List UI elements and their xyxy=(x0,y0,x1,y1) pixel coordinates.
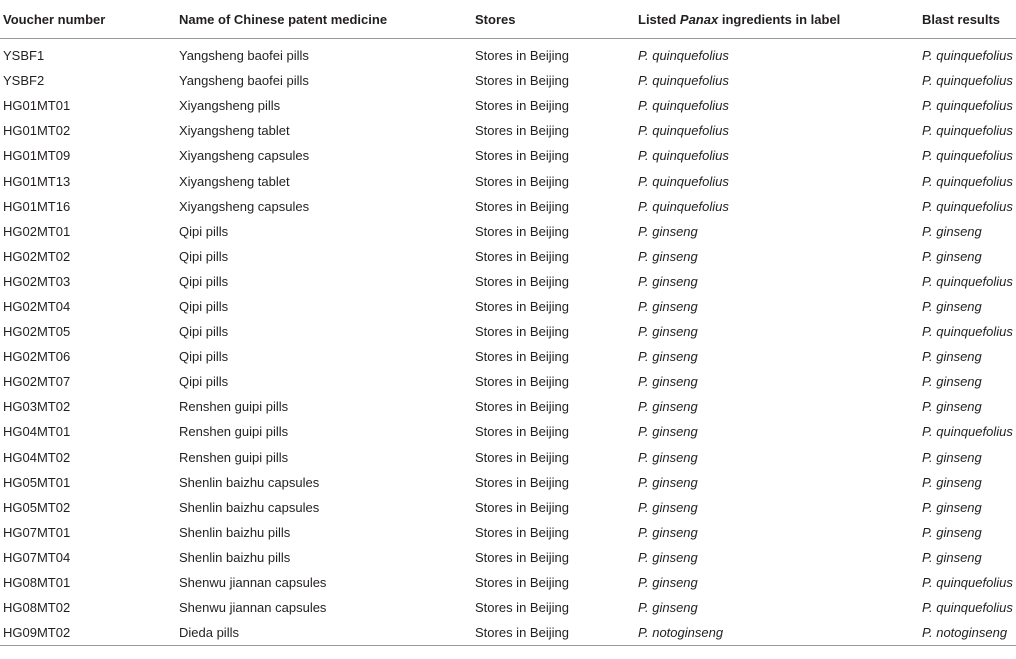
cell-listed-ingredient: P. ginseng xyxy=(638,600,698,616)
table-row xyxy=(0,520,1016,545)
table-row xyxy=(0,394,1016,419)
table-row xyxy=(0,219,1016,244)
cell-voucher-number: HG02MT06 xyxy=(3,349,71,365)
cell-voucher-number: HG01MT16 xyxy=(3,198,71,214)
cell-stores: Stores in Beijing xyxy=(475,324,569,340)
cell-blast-result: P. ginseng xyxy=(922,449,982,465)
cell-stores: Stores in Beijing xyxy=(475,424,569,440)
cell-voucher-number: HG02MT01 xyxy=(3,223,71,239)
table-row xyxy=(0,294,1016,319)
header-blast-results: Blast results xyxy=(919,0,1016,39)
header-listed-ingredients xyxy=(635,0,919,39)
header-stores: Stores xyxy=(472,0,635,39)
cell-listed-ingredient: P. ginseng xyxy=(638,349,698,365)
cell-voucher-number: HG02MT02 xyxy=(3,248,71,264)
cell-stores: Stores in Beijing xyxy=(475,48,569,64)
cell-listed-ingredient: P. quinquefolius xyxy=(638,73,729,89)
cell-stores: Stores in Beijing xyxy=(475,98,569,114)
cell-stores: Stores in Beijing xyxy=(475,173,569,189)
cell-voucher-number: HG09MT02 xyxy=(0,620,176,646)
cell-voucher-number: HG05MT02 xyxy=(3,499,71,515)
table-row xyxy=(0,39,1016,69)
cell-medicine-name: Xiyangsheng pills xyxy=(179,98,281,114)
cell-voucher-number: HG01MT09 xyxy=(3,148,71,164)
cell-listed-ingredient: P. ginseng xyxy=(638,374,698,390)
cell-voucher-number: HG01MT02 xyxy=(3,123,71,139)
cell-voucher-number: HG05MT01 xyxy=(3,474,71,490)
table-body xyxy=(0,39,1016,646)
cell-listed-ingredient: P. quinquefolius xyxy=(638,48,729,64)
cell-stores: Stores in Beijing xyxy=(475,575,569,591)
table-row xyxy=(0,194,1016,219)
cell-listed-ingredient: P. ginseng xyxy=(638,524,698,540)
cell-listed-ingredient: P. ginseng xyxy=(638,399,698,415)
cell-voucher-number: YSBF2 xyxy=(3,73,45,89)
cell-blast-result: P. ginseng xyxy=(922,549,982,565)
cell-listed-ingredient: P. quinquefolius xyxy=(638,173,729,189)
cell-medicine-name: Xiyangsheng tablet xyxy=(179,123,290,139)
cell-stores: Stores in Beijing xyxy=(475,123,569,139)
table-row xyxy=(0,319,1016,344)
cell-medicine-name: Yangsheng baofei pills xyxy=(179,73,309,89)
cell-stores: Stores in Beijing xyxy=(475,449,569,465)
cell-medicine-name: Xiyangsheng tablet xyxy=(179,173,290,189)
cell-listed-ingredient: P. ginseng xyxy=(638,449,698,465)
table-row xyxy=(0,93,1016,118)
cell-voucher-number: HG07MT04 xyxy=(3,549,71,565)
cell-medicine-name: Shenlin baizhu pills xyxy=(179,524,291,540)
cell-medicine-name: Renshen guipi pills xyxy=(179,449,289,465)
cell-listed-ingredient: P. ginseng xyxy=(638,424,698,440)
cell-medicine-name: Shenlin baizhu pills xyxy=(179,549,291,565)
cell-medicine-name: Shenwu jiannan capsules xyxy=(179,575,327,591)
cell-listed-ingredient: P. quinquefolius xyxy=(638,198,729,214)
cell-blast-result: P. ginseng xyxy=(922,374,982,390)
table-row xyxy=(0,620,1016,646)
cell-stores: Stores in Beijing xyxy=(475,474,569,490)
cell-stores: Stores in Beijing xyxy=(475,399,569,415)
table-row xyxy=(0,545,1016,570)
cell-stores: Stores in Beijing xyxy=(475,198,569,214)
cell-listed-ingredient: P. ginseng xyxy=(638,575,698,591)
cell-blast-result: P. ginseng xyxy=(922,524,982,540)
cell-medicine-name: Qipi pills xyxy=(179,349,229,365)
header-medicine-name: Name of Chinese patent medicine xyxy=(176,0,472,39)
table-row xyxy=(0,470,1016,495)
cell-medicine-name: Shenlin baizhu capsules xyxy=(179,474,320,490)
cell-blast-result: P. quinquefolius xyxy=(922,324,1013,340)
cell-blast-result: P. ginseng xyxy=(922,223,982,239)
cell-voucher-number: HG02MT03 xyxy=(3,273,71,289)
header-voucher-number: Voucher number xyxy=(0,0,176,39)
cell-blast-result: P. quinquefolius xyxy=(922,123,1013,139)
table-row xyxy=(0,68,1016,93)
cell-stores: Stores in Beijing xyxy=(475,273,569,289)
cell-stores: Stores in Beijing xyxy=(472,620,635,646)
cell-stores: Stores in Beijing xyxy=(475,349,569,365)
cell-blast-result: P. ginseng xyxy=(922,248,982,264)
cell-medicine-name: Qipi pills xyxy=(179,298,229,314)
cell-listed-ingredient: P. quinquefolius xyxy=(638,148,729,164)
table-row xyxy=(0,595,1016,620)
cell-listed-ingredient: P. quinquefolius xyxy=(638,98,729,114)
cell-blast-result: P. ginseng xyxy=(922,298,982,314)
table-row xyxy=(0,344,1016,369)
table-row xyxy=(0,570,1016,595)
header-listed-suffix: ingredients in label xyxy=(718,11,841,27)
cell-listed-ingredient: P. quinquefolius xyxy=(638,123,729,139)
cell-medicine-name: Shenwu jiannan capsules xyxy=(179,600,327,616)
table-row xyxy=(0,269,1016,294)
cell-listed-ingredient: P. ginseng xyxy=(638,223,698,239)
cell-blast-result: P. ginseng xyxy=(922,474,982,490)
table-row xyxy=(0,495,1016,520)
table-row xyxy=(0,143,1016,168)
cell-blast-result: P. quinquefolius xyxy=(922,148,1013,164)
table-row xyxy=(0,168,1016,193)
cell-medicine-name: Qipi pills xyxy=(179,374,229,390)
cell-blast-result: P. quinquefolius xyxy=(922,424,1013,440)
cell-blast-result: P. notoginseng xyxy=(919,620,1016,646)
table-header xyxy=(0,0,1016,39)
header-row xyxy=(0,0,1016,39)
cell-listed-ingredient: P. ginseng xyxy=(638,273,698,289)
cell-voucher-number: HG08MT01 xyxy=(3,575,71,591)
cell-medicine-name: Renshen guipi pills xyxy=(179,424,289,440)
cell-blast-result: P. quinquefolius xyxy=(922,575,1013,591)
cell-medicine-name: Xiyangsheng capsules xyxy=(179,198,310,214)
cell-blast-result: P. quinquefolius xyxy=(922,48,1013,64)
cell-listed-ingredient: P. ginseng xyxy=(638,474,698,490)
table-row xyxy=(0,419,1016,444)
cell-medicine-name: Shenlin baizhu capsules xyxy=(179,499,320,515)
cell-medicine-name: Yangsheng baofei pills xyxy=(179,48,309,64)
cell-medicine-name: Qipi pills xyxy=(179,324,229,340)
cell-stores: Stores in Beijing xyxy=(475,148,569,164)
cell-listed-ingredient: P. ginseng xyxy=(638,248,698,264)
cell-stores: Stores in Beijing xyxy=(475,73,569,89)
cell-voucher-number: HG02MT05 xyxy=(3,324,71,340)
cell-voucher-number: HG01MT13 xyxy=(3,173,71,189)
table-row xyxy=(0,369,1016,394)
cell-medicine-name: Qipi pills xyxy=(179,273,229,289)
cell-listed-ingredient: P. ginseng xyxy=(638,324,698,340)
cell-listed-ingredient: P. ginseng xyxy=(638,549,698,565)
cell-voucher-number: HG04MT02 xyxy=(3,449,71,465)
cell-voucher-number: HG04MT01 xyxy=(3,424,71,440)
cell-stores: Stores in Beijing xyxy=(475,499,569,515)
cell-blast-result: P. quinquefolius xyxy=(922,73,1013,89)
cell-medicine-name: Renshen guipi pills xyxy=(179,399,289,415)
cell-blast-result: P. quinquefolius xyxy=(922,273,1013,289)
cell-stores: Stores in Beijing xyxy=(475,524,569,540)
cell-stores: Stores in Beijing xyxy=(475,549,569,565)
cell-blast-result: P. quinquefolius xyxy=(922,98,1013,114)
cell-voucher-number: HG01MT01 xyxy=(3,98,71,114)
cell-blast-result: P. quinquefolius xyxy=(922,173,1013,189)
cell-blast-result: P. quinquefolius xyxy=(922,600,1013,616)
cell-voucher-number: HG02MT04 xyxy=(3,298,71,314)
cell-blast-result: P. ginseng xyxy=(922,349,982,365)
cell-blast-result: P. quinquefolius xyxy=(922,198,1013,214)
cell-stores: Stores in Beijing xyxy=(475,374,569,390)
cell-voucher-number: HG08MT02 xyxy=(3,600,71,616)
cell-blast-result: P. ginseng xyxy=(922,499,982,515)
cell-voucher-number: HG07MT01 xyxy=(3,524,71,540)
cell-stores: Stores in Beijing xyxy=(475,223,569,239)
cell-stores: Stores in Beijing xyxy=(475,600,569,616)
cell-medicine-name: Dieda pills xyxy=(176,620,472,646)
cell-stores: Stores in Beijing xyxy=(475,298,569,314)
cell-listed-ingredient: P. ginseng xyxy=(638,298,698,314)
header-listed-prefix: Listed xyxy=(638,11,680,27)
cell-listed-ingredient: P. notoginseng xyxy=(635,620,919,646)
cell-voucher-number: HG02MT07 xyxy=(3,374,71,390)
cell-listed-ingredient: P. ginseng xyxy=(638,499,698,515)
cell-medicine-name: Qipi pills xyxy=(179,248,229,264)
cell-blast-result: P. ginseng xyxy=(922,399,982,415)
cell-voucher-number: HG03MT02 xyxy=(3,399,71,415)
table-row xyxy=(0,118,1016,143)
header-listed-panax: Panax xyxy=(679,11,719,27)
cell-medicine-name: Qipi pills xyxy=(179,223,229,239)
cell-stores: Stores in Beijing xyxy=(475,248,569,264)
table-row xyxy=(0,244,1016,269)
cell-voucher-number: YSBF1 xyxy=(3,48,45,64)
cell-medicine-name: Xiyangsheng capsules xyxy=(179,148,310,164)
table-row xyxy=(0,445,1016,470)
